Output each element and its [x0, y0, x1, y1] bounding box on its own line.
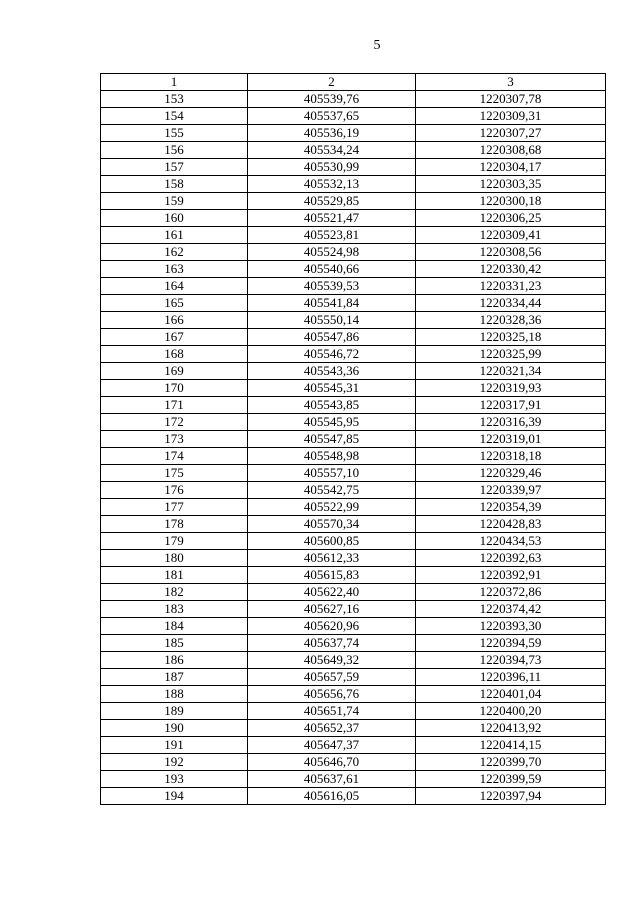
- table-cell-col-2: 405637,61: [248, 771, 416, 788]
- table-cell-col-2: 405547,85: [248, 431, 416, 448]
- table-cell-col-2: 405548,98: [248, 448, 416, 465]
- table-cell-col-1: 182: [101, 584, 248, 601]
- table-cell-col-3: 1220394,59: [416, 635, 606, 652]
- table-cell-col-3: 1220434,53: [416, 533, 606, 550]
- table-row: [101, 703, 606, 720]
- table-row: [101, 482, 606, 499]
- table-cell-col-1: 192: [101, 754, 248, 771]
- table-cell-col-3: 1220325,99: [416, 346, 606, 363]
- table-cell-col-1: 193: [101, 771, 248, 788]
- table-cell-col-2: 405646,70: [248, 754, 416, 771]
- table-cell-col-1: 173: [101, 431, 248, 448]
- table-row: [101, 686, 606, 703]
- table-cell-col-2: 405615,83: [248, 567, 416, 584]
- table-cell-col-1: 172: [101, 414, 248, 431]
- table-cell-col-3: 1220309,31: [416, 108, 606, 125]
- table-cell-col-1: 160: [101, 210, 248, 227]
- table-cell-col-1: 163: [101, 261, 248, 278]
- table-cell-col-2: 405539,76: [248, 91, 416, 108]
- table-cell-col-1: 162: [101, 244, 248, 261]
- table-cell-col-1: 183: [101, 601, 248, 618]
- table-row: [101, 176, 606, 193]
- table-cell-col-1: 185: [101, 635, 248, 652]
- table-cell-col-2: 405543,85: [248, 397, 416, 414]
- table-cell-col-3: 1220300,18: [416, 193, 606, 210]
- table-cell-col-1: 153: [101, 91, 248, 108]
- table-row: [101, 91, 606, 108]
- table-cell-col-1: 189: [101, 703, 248, 720]
- table-cell-col-3: 1220354,39: [416, 499, 606, 516]
- table-cell-col-3: 1220306,25: [416, 210, 606, 227]
- table-cell-col-3: 1220308,68: [416, 142, 606, 159]
- table-cell-col-3: 1220399,70: [416, 754, 606, 771]
- table-cell-col-3: 1220374,42: [416, 601, 606, 618]
- table-cell-col-1: 181: [101, 567, 248, 584]
- table-cell-col-3: 1220321,34: [416, 363, 606, 380]
- table-cell-col-1: 155: [101, 125, 248, 142]
- table-cell-col-3: 1220397,94: [416, 788, 606, 805]
- column-header-3: 3: [416, 74, 606, 91]
- table-cell-col-3: 1220325,18: [416, 329, 606, 346]
- table-row: [101, 244, 606, 261]
- table-cell-col-1: 177: [101, 499, 248, 516]
- table-cell-col-3: 1220307,27: [416, 125, 606, 142]
- table-cell-col-2: 405657,59: [248, 669, 416, 686]
- table-cell-col-2: 405622,40: [248, 584, 416, 601]
- table-cell-col-2: 405620,96: [248, 618, 416, 635]
- table-cell-col-2: 405524,98: [248, 244, 416, 261]
- table-cell-col-1: 190: [101, 720, 248, 737]
- table-cell-col-2: 405539,53: [248, 278, 416, 295]
- table-cell-col-1: 180: [101, 550, 248, 567]
- table-row: [101, 601, 606, 618]
- table-row: [101, 669, 606, 686]
- table-row: [101, 346, 606, 363]
- table-row: [101, 737, 606, 754]
- table-cell-col-2: 405546,72: [248, 346, 416, 363]
- table-cell-col-2: 405637,74: [248, 635, 416, 652]
- table-cell-col-2: 405652,37: [248, 720, 416, 737]
- table-cell-col-1: 159: [101, 193, 248, 210]
- table-cell-col-1: 186: [101, 652, 248, 669]
- table-cell-col-2: 405656,76: [248, 686, 416, 703]
- table-cell-col-2: 405612,33: [248, 550, 416, 567]
- table-row: [101, 516, 606, 533]
- table-cell-col-2: 405530,99: [248, 159, 416, 176]
- table-cell-col-1: 158: [101, 176, 248, 193]
- table-row: [101, 754, 606, 771]
- table-cell-col-3: 1220413,92: [416, 720, 606, 737]
- table-cell-col-1: 154: [101, 108, 248, 125]
- table-cell-col-3: 1220428,83: [416, 516, 606, 533]
- table-cell-col-1: 179: [101, 533, 248, 550]
- table-row: [101, 295, 606, 312]
- table-cell-col-3: 1220399,59: [416, 771, 606, 788]
- table-cell-col-1: 165: [101, 295, 248, 312]
- table-cell-col-2: 405542,75: [248, 482, 416, 499]
- table-row: [101, 618, 606, 635]
- table-cell-col-2: 405543,36: [248, 363, 416, 380]
- table-cell-col-3: 1220303,35: [416, 176, 606, 193]
- table-cell-col-3: 1220330,42: [416, 261, 606, 278]
- table-cell-col-2: 405534,24: [248, 142, 416, 159]
- table-row: [101, 771, 606, 788]
- table-cell-col-2: 405550,14: [248, 312, 416, 329]
- table-row: [101, 159, 606, 176]
- table-cell-col-1: 184: [101, 618, 248, 635]
- table-cell-col-1: 166: [101, 312, 248, 329]
- table-cell-col-3: 1220328,36: [416, 312, 606, 329]
- table-row: [101, 278, 606, 295]
- column-header-1: 1: [101, 74, 248, 91]
- table-cell-col-2: 405521,47: [248, 210, 416, 227]
- table-cell-col-2: 405627,16: [248, 601, 416, 618]
- table-cell-col-3: 1220372,86: [416, 584, 606, 601]
- table-cell-col-3: 1220396,11: [416, 669, 606, 686]
- table-cell-col-3: 1220329,46: [416, 465, 606, 482]
- table-cell-col-1: 188: [101, 686, 248, 703]
- table-cell-col-3: 1220414,15: [416, 737, 606, 754]
- table-cell-col-1: 178: [101, 516, 248, 533]
- table-row: [101, 380, 606, 397]
- table-cell-col-1: 167: [101, 329, 248, 346]
- table-cell-col-3: 1220307,78: [416, 91, 606, 108]
- table-cell-col-3: 1220334,44: [416, 295, 606, 312]
- table-cell-col-2: 405649,32: [248, 652, 416, 669]
- column-header-2: 2: [248, 74, 416, 91]
- coordinates-table: [100, 73, 606, 805]
- table-cell-col-3: 1220308,56: [416, 244, 606, 261]
- table-row: [101, 584, 606, 601]
- table-cell-col-3: 1220393,30: [416, 618, 606, 635]
- table-cell-col-3: 1220392,91: [416, 567, 606, 584]
- table-row: [101, 142, 606, 159]
- table-cell-col-2: 405529,85: [248, 193, 416, 210]
- table-row: [101, 261, 606, 278]
- table-row: [101, 499, 606, 516]
- table-cell-col-1: 176: [101, 482, 248, 499]
- table-cell-col-1: 169: [101, 363, 248, 380]
- table-cell-col-2: 405600,85: [248, 533, 416, 550]
- table-cell-col-3: 1220318,18: [416, 448, 606, 465]
- table-cell-col-2: 405541,84: [248, 295, 416, 312]
- table-cell-col-3: 1220319,93: [416, 380, 606, 397]
- table-cell-col-1: 191: [101, 737, 248, 754]
- table-cell-col-3: 1220317,91: [416, 397, 606, 414]
- table-cell-col-2: 405532,13: [248, 176, 416, 193]
- table-cell-col-2: 405540,66: [248, 261, 416, 278]
- table-cell-col-1: 174: [101, 448, 248, 465]
- table-row: [101, 533, 606, 550]
- table-row: [101, 312, 606, 329]
- table-cell-col-1: 187: [101, 669, 248, 686]
- table-row: [101, 788, 606, 805]
- table-cell-col-2: 405536,19: [248, 125, 416, 142]
- table-row: [101, 125, 606, 142]
- table-cell-col-3: 1220304,17: [416, 159, 606, 176]
- table-header-row: [101, 74, 606, 91]
- page-number: 5: [373, 38, 381, 53]
- table-cell-col-2: 405557,10: [248, 465, 416, 482]
- table-cell-col-2: 405616,05: [248, 788, 416, 805]
- table-cell-col-1: 161: [101, 227, 248, 244]
- table-row: [101, 329, 606, 346]
- table-row: [101, 465, 606, 482]
- table-cell-col-2: 405651,74: [248, 703, 416, 720]
- table-cell-col-3: 1220319,01: [416, 431, 606, 448]
- table-cell-col-2: 405547,86: [248, 329, 416, 346]
- table-row: [101, 550, 606, 567]
- table-row: [101, 652, 606, 669]
- table-cell-col-1: 171: [101, 397, 248, 414]
- table-cell-col-1: 168: [101, 346, 248, 363]
- table-cell-col-3: 1220331,23: [416, 278, 606, 295]
- table-cell-col-2: 405545,95: [248, 414, 416, 431]
- table-body: [101, 91, 606, 805]
- table-row: [101, 210, 606, 227]
- table-cell-col-3: 1220316,39: [416, 414, 606, 431]
- table-row: [101, 567, 606, 584]
- table-cell-col-1: 175: [101, 465, 248, 482]
- table-cell-col-2: 405647,37: [248, 737, 416, 754]
- table-cell-col-1: 156: [101, 142, 248, 159]
- table-row: [101, 397, 606, 414]
- table-cell-col-3: 1220401,04: [416, 686, 606, 703]
- table-row: [101, 363, 606, 380]
- table-cell-col-1: 170: [101, 380, 248, 397]
- table-cell-col-2: 405545,31: [248, 380, 416, 397]
- table-cell-col-2: 405522,99: [248, 499, 416, 516]
- table-cell-col-1: 157: [101, 159, 248, 176]
- table-cell-col-1: 164: [101, 278, 248, 295]
- table-cell-col-2: 405523,81: [248, 227, 416, 244]
- table-row: [101, 193, 606, 210]
- table-cell-col-3: 1220309,41: [416, 227, 606, 244]
- table-cell-col-1: 194: [101, 788, 248, 805]
- table-row: [101, 720, 606, 737]
- table-row: [101, 635, 606, 652]
- table-row: [101, 431, 606, 448]
- table-cell-col-2: 405570,34: [248, 516, 416, 533]
- table-cell-col-3: 1220392,63: [416, 550, 606, 567]
- table-cell-col-3: 1220400,20: [416, 703, 606, 720]
- table-row: [101, 227, 606, 244]
- table-cell-col-3: 1220394,73: [416, 652, 606, 669]
- table-cell-col-2: 405537,65: [248, 108, 416, 125]
- table-row: [101, 414, 606, 431]
- table-cell-col-3: 1220339,97: [416, 482, 606, 499]
- table-row: [101, 108, 606, 125]
- table-row: [101, 448, 606, 465]
